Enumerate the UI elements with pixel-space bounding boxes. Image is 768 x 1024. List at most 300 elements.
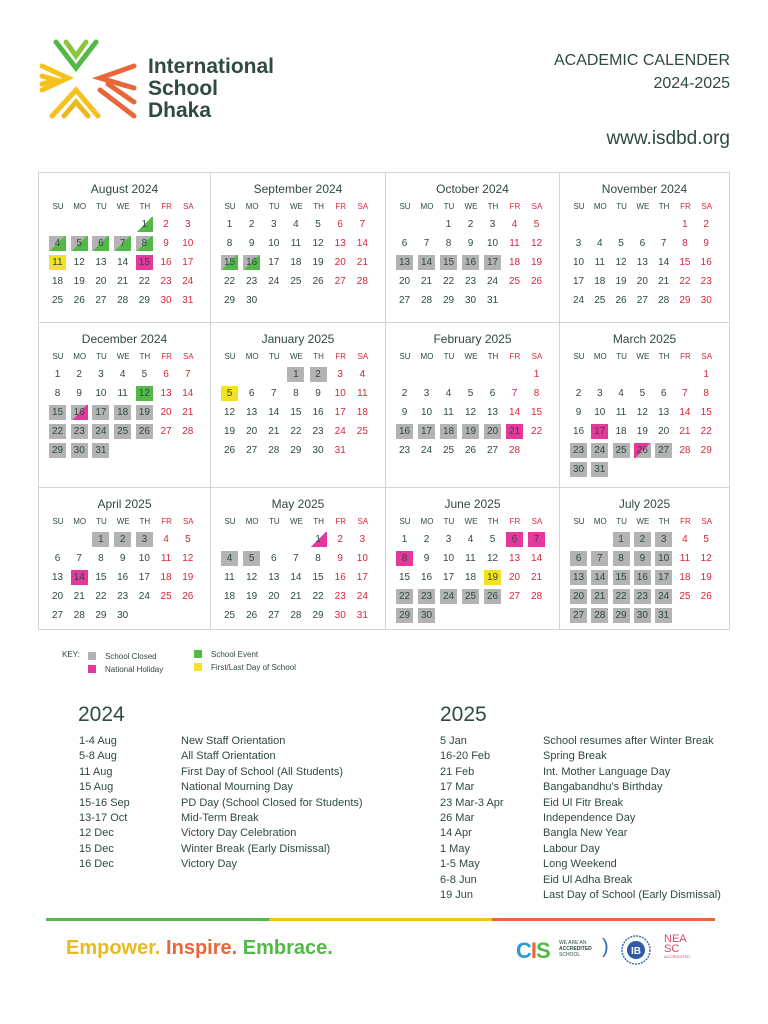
event-date: 12 Dec — [79, 827, 114, 840]
calendar-day: 2 — [114, 532, 131, 547]
weekday-label: TH — [658, 352, 670, 361]
calendar-day: 4 — [293, 219, 299, 230]
calendar-day: 12 — [530, 238, 543, 249]
weekday-label: SU — [224, 517, 236, 526]
calendar-day: 9 — [467, 238, 474, 249]
weekday-label: WE — [116, 202, 130, 211]
calendar-day: 29 — [223, 295, 236, 306]
calendar-day: 12 — [73, 257, 85, 268]
month-title: March 2025 — [612, 332, 677, 346]
neasc-line-1: NEA — [664, 933, 687, 945]
calendar-day: 14 — [530, 553, 543, 564]
calendar-day: 16 — [243, 255, 260, 270]
calendar-day: 5 — [243, 551, 260, 566]
calendar-day: 1 — [287, 367, 304, 382]
calendar-day: 6 — [248, 388, 255, 399]
calendar-day: 15 — [290, 407, 302, 418]
calendar-day: 15 — [613, 570, 630, 585]
calendar-day: 20 — [51, 591, 64, 602]
calendar-day: 28 — [117, 295, 129, 306]
cis-text-line-1: WE ARE AN — [559, 940, 587, 946]
month-title: November 2024 — [601, 182, 688, 196]
events-2025-title: 2025 — [440, 703, 487, 726]
calendar-day: 9 — [401, 407, 408, 418]
month-january-2025 — [211, 323, 386, 488]
calendar-day: 6 — [570, 551, 587, 566]
event-date: 13-17 Oct — [79, 812, 128, 824]
weekday-label: TU — [268, 517, 280, 526]
calendar-day: 29 — [396, 608, 413, 623]
weekday-label: TH — [487, 352, 499, 361]
calendar-day: 18 — [160, 572, 172, 583]
calendar-day: 30 — [117, 610, 129, 621]
calendar-day: 22 — [442, 276, 455, 287]
calendar-day: 15 — [700, 407, 712, 418]
calendar-day: 23 — [464, 276, 477, 287]
calendar-day: 19 — [73, 276, 85, 287]
weekday-label: TU — [616, 352, 627, 361]
weekday-label: MO — [420, 202, 434, 211]
weekday-label: TU — [268, 202, 280, 211]
calendar-day: 14 — [268, 407, 280, 418]
weekday-label: MO — [245, 202, 259, 211]
calendar-day: 13 — [334, 238, 346, 249]
calendar-day: 6 — [163, 369, 169, 380]
calendar-day: 25 — [51, 295, 64, 306]
calendar-day: 12 — [636, 407, 648, 418]
event-date: 16-20 Feb — [440, 750, 491, 763]
school-name-line-2: School — [148, 77, 219, 100]
calendar-day: 11 — [594, 257, 605, 268]
calendar-day: 24 — [440, 589, 457, 604]
calendar-day: 9 — [575, 407, 582, 418]
calendar-day: 29 — [679, 295, 691, 306]
calendar-day: 22 — [290, 426, 302, 437]
calendar-day: 22 — [312, 591, 324, 602]
weekday-label: FR — [161, 202, 172, 211]
calendar-day: 7 — [359, 219, 366, 230]
calendar-day: 17 — [484, 255, 501, 270]
calendar-day: 1 — [445, 219, 452, 230]
calendar-day: 5 — [639, 388, 646, 399]
event-date: 6-8 Jun — [440, 873, 477, 886]
calendar-day: 7 — [528, 532, 545, 547]
event-description: Eid Ul Fitr Break — [543, 796, 624, 809]
event-description: PD Day (School Closed for Students) — [181, 796, 363, 809]
weekday-label: WE — [464, 517, 478, 526]
event-description: School resumes after Winter Break — [543, 735, 714, 747]
calendar-day: 9 — [634, 551, 651, 566]
calendar-day: 27 — [508, 591, 521, 602]
weekday-label: FR — [680, 517, 691, 526]
calendar-day: 8 — [445, 238, 452, 249]
weekday-label: SU — [573, 352, 585, 361]
calendar-day: 28 — [658, 295, 670, 306]
calendar-day: 23 — [700, 276, 712, 287]
calendar-day: 24 — [356, 591, 368, 602]
month-august-2024 — [39, 173, 211, 323]
calendar-day: 28 — [679, 445, 691, 456]
calendar-day: 3 — [575, 238, 582, 249]
calendar-day: 9 — [315, 388, 321, 399]
calendar-day: 29 — [613, 608, 630, 623]
event-description: Last Day of School (Early Dismissal) — [543, 889, 721, 901]
website-link[interactable]: www.isdbd.org — [606, 128, 730, 149]
neasc-c: C — [671, 943, 680, 955]
calendar-day: 4 — [49, 236, 66, 251]
calendar-day: 24 — [138, 591, 150, 602]
weekday-label: SA — [531, 352, 543, 361]
calendar-day: 1 — [703, 369, 709, 380]
calendar-day: 20 — [160, 407, 172, 418]
calendar-day: 28 — [508, 445, 521, 456]
calendar-day: 17 — [418, 424, 435, 439]
calendar-day: 11 — [443, 407, 454, 418]
calendar-day: 6 — [506, 532, 523, 547]
event-date: 19 Jun — [440, 889, 474, 901]
weekday-label: SA — [701, 352, 713, 361]
calendar-day: 13 — [160, 388, 172, 399]
calendar-day: 27 — [334, 276, 346, 287]
calendar-day: 26 — [484, 589, 501, 604]
calendar-day: 12 — [136, 386, 153, 401]
calendar-day: 18 — [290, 257, 302, 268]
calendar-day: 17 — [182, 257, 194, 268]
calendar-day: 12 — [223, 407, 236, 418]
calendar-day: 16 — [462, 255, 479, 270]
calendar-day: 22 — [223, 276, 236, 287]
calendar-day: 26 — [464, 445, 477, 456]
calendar-day: 3 — [359, 534, 366, 545]
calendar-day: 3 — [655, 532, 672, 547]
calendar-day: 5 — [467, 388, 474, 399]
calendar-day: 17 — [334, 407, 346, 418]
footer-bar-orange — [492, 918, 715, 921]
calendar-day: 23 — [334, 591, 346, 602]
weekday-label: MO — [73, 352, 87, 361]
calendar-day: 29 — [138, 295, 150, 306]
ib-logo-icon — [620, 934, 652, 966]
event-date: 14 Apr — [440, 827, 472, 840]
calendar-day: 8 — [315, 553, 321, 564]
event-description: Independence Day — [543, 812, 636, 824]
calendar-day: 10 — [572, 257, 585, 268]
event-date: 21 Feb — [440, 765, 475, 778]
weekday-label: SU — [399, 517, 411, 526]
event-date: 15-16 Sep — [79, 796, 130, 809]
weekday-label: SA — [182, 202, 194, 211]
calendar-day: 8 — [136, 236, 153, 251]
event-swatch — [194, 650, 202, 658]
calendar-day: 31 — [356, 610, 368, 621]
calendar-day: 24 — [92, 424, 109, 439]
closed-swatch — [88, 652, 96, 660]
calendar-day: 4 — [445, 388, 452, 399]
calendar-day: 22 — [530, 426, 543, 437]
event-description: Mid-Term Break — [181, 812, 259, 824]
weekday-label: WE — [464, 352, 478, 361]
calendar-day: 7 — [271, 388, 277, 399]
calendar-day: 12 — [615, 257, 627, 268]
calendar-day: 23 — [312, 426, 324, 437]
weekday-label: TH — [139, 202, 151, 211]
calendar-day: 26 — [615, 295, 627, 306]
calendar-day: 30 — [312, 445, 324, 456]
event-description: Bangabandhu's Birthday — [543, 781, 663, 794]
calendar-day: 29 — [312, 610, 324, 621]
calendar-day: 13 — [246, 407, 258, 418]
weekday-label: FR — [509, 352, 521, 361]
calendar-day: 13 — [570, 570, 587, 585]
weekday-label: FR — [680, 202, 691, 211]
calendar-day: 27 — [51, 610, 64, 621]
neasc-accredited-text: ACCREDITED — [664, 954, 691, 959]
calendar-day: 23 — [246, 276, 258, 287]
calendar-day: 11 — [465, 553, 476, 564]
calendar-day: 8 — [533, 388, 540, 399]
month-february-2025 — [386, 323, 560, 488]
calendar-day: 15 — [440, 255, 457, 270]
calendar-day: 19 — [223, 426, 236, 437]
calendar-day: 2 — [163, 219, 169, 230]
calendar-day: 7 — [114, 236, 131, 251]
weekday-label: SU — [399, 352, 411, 361]
calendar-day: 27 — [486, 445, 499, 456]
weekday-label: SU — [52, 517, 64, 526]
weekday-label: WE — [289, 352, 303, 361]
calendar-day: 14 — [679, 407, 691, 418]
calendar-day: 29 — [700, 445, 712, 456]
weekday-label: WE — [116, 352, 130, 361]
calendar-day: 20 — [398, 276, 411, 287]
calendar-day: 23 — [570, 443, 587, 458]
month-october-2024 — [386, 173, 560, 323]
calendar-day: 14 — [182, 388, 194, 399]
calendar-day: 30 — [160, 295, 172, 306]
calendar-day: 13 — [486, 407, 499, 418]
calendar-day: 17 — [655, 570, 672, 585]
month-november-2024 — [560, 173, 729, 323]
calendar-day: 15 — [312, 572, 324, 583]
calendar-day: 7 — [682, 388, 688, 399]
calendar-day: 31 — [92, 443, 109, 458]
event-description: Long Weekend — [543, 858, 617, 871]
weekday-label: TH — [658, 202, 670, 211]
calendar-day: 25 — [613, 443, 630, 458]
calendar-day: 5 — [315, 219, 321, 230]
calendar-day: 28 — [73, 610, 85, 621]
calendar-day: 26 — [246, 610, 258, 621]
calendar-day: 26 — [73, 295, 85, 306]
calendar-day: 18 — [356, 407, 368, 418]
calendar-day: 19 — [246, 591, 258, 602]
calendar-day: 20 — [636, 276, 648, 287]
calendar-day: 29 — [49, 443, 66, 458]
event-description: First Day of School (All Students) — [181, 765, 344, 778]
calendar-day: 16 — [71, 405, 88, 420]
calendar-day: 5 — [141, 369, 148, 380]
calendar-day: 22 — [138, 276, 150, 287]
calendar-day: 5 — [703, 534, 709, 545]
school-name-line-3: Dhaka — [148, 99, 212, 122]
event-description: Eid Ul Adha Break — [543, 873, 633, 886]
weekday-label: TU — [443, 517, 455, 526]
tagline-inspire: Inspire. — [166, 937, 238, 959]
calendar-day: 4 — [682, 534, 688, 545]
calendar-day: 1 — [92, 532, 109, 547]
calendar-day: 11 — [357, 388, 368, 399]
calendar-day: 21 — [658, 276, 670, 287]
calendar-day: 23 — [117, 591, 129, 602]
calendar-day: 5 — [221, 386, 238, 401]
calendar-day: 9 — [423, 553, 430, 564]
calendar-day: 1 — [136, 217, 153, 232]
calendar-day: 17 — [92, 405, 109, 420]
month-title: June 2025 — [444, 497, 501, 511]
calendar-day: 28 — [591, 608, 608, 623]
event-description: Victory Day — [181, 858, 238, 871]
calendar-day: 5 — [533, 219, 540, 230]
weekday-label: SU — [52, 352, 64, 361]
month-title: September 2024 — [253, 182, 343, 196]
calendar-day: 18 — [594, 276, 606, 287]
calendar-day: 18 — [51, 276, 64, 287]
calendar-day: 14 — [356, 238, 368, 249]
key-closed-label: School Closed — [105, 652, 157, 661]
calendar-day: 18 — [615, 426, 627, 437]
weekday-label: SA — [701, 202, 713, 211]
calendar-day: 24 — [420, 445, 433, 456]
calendar-day: 4 — [467, 534, 474, 545]
calendar-day: 25 — [290, 276, 302, 287]
calendar-day: 10 — [182, 238, 194, 249]
calendar-day: 23 — [71, 424, 88, 439]
calendar-day: 21 — [117, 276, 129, 287]
calendar-day: 11 — [117, 388, 128, 399]
calendar-day: 2 — [248, 219, 255, 230]
cis-text-line-3: SCHOOL — [559, 952, 581, 958]
calendar-day: 3 — [337, 369, 343, 380]
calendar-day: 24 — [268, 276, 280, 287]
calendar-day: 11 — [679, 553, 691, 564]
calendar-day: 10 — [95, 388, 107, 399]
calendar-day: 1 — [310, 532, 327, 547]
month-title: October 2024 — [436, 182, 509, 196]
weekday-label: TU — [96, 517, 107, 526]
event-description: Bangla New Year — [543, 827, 628, 840]
weekday-label: MO — [420, 517, 434, 526]
calendar-day: 26 — [312, 276, 324, 287]
weekday-label: MO — [245, 517, 259, 526]
month-title: January 2025 — [261, 332, 335, 346]
calendar-day: 17 — [138, 572, 150, 583]
calendar-day: 2 — [76, 369, 82, 380]
calendar-day: 22 — [49, 424, 66, 439]
calendar-day: 19 — [312, 257, 324, 268]
calendar-day: 15 — [530, 407, 543, 418]
calendar-day: 13 — [636, 257, 648, 268]
calendar-day: 15 — [398, 572, 411, 583]
calendar-day: 30 — [464, 295, 477, 306]
academic-year: 2024-2025 — [653, 75, 730, 92]
weekday-label: SU — [573, 517, 585, 526]
calendar-day: 23 — [634, 589, 651, 604]
calendar-day: 23 — [398, 445, 411, 456]
calendar-day: 14 — [290, 572, 302, 583]
calendar-day: 19 — [530, 257, 543, 268]
calendar-day: 1 — [533, 369, 540, 380]
calendar-day: 18 — [223, 591, 236, 602]
calendar-day: 30 — [246, 295, 258, 306]
calendar-day: 6 — [337, 219, 343, 230]
event-description: Labour Day — [543, 842, 600, 855]
event-date: 23 Mar-3 Apr — [440, 796, 504, 809]
calendar-day: 21 — [420, 276, 433, 287]
calendar-day: 21 — [356, 257, 368, 268]
calendar-day: 26 — [700, 591, 712, 602]
event-description: Victory Day Celebration — [181, 827, 297, 840]
calendar-day: 25 — [679, 591, 691, 602]
svg-text:IB: IB — [631, 946, 641, 957]
calendar-day: 2 — [337, 534, 343, 545]
weekday-label: WE — [116, 517, 130, 526]
event-date: 1 May — [440, 842, 470, 855]
calendar-day: 22 — [396, 589, 413, 604]
weekday-label: SA — [357, 202, 369, 211]
calendar-day: 7 — [511, 388, 518, 399]
calendar-day: 12 — [486, 553, 499, 564]
weekday-label: TU — [96, 352, 107, 361]
month-title: February 2025 — [433, 332, 512, 346]
calendar-day: 25 — [442, 445, 455, 456]
calendar-day: 16 — [420, 572, 433, 583]
weekday-label: TU — [268, 352, 280, 361]
calendar-day: 3 — [185, 219, 191, 230]
calendar-day: 6 — [271, 553, 277, 564]
event-date: 1-4 Aug — [79, 735, 117, 747]
calendar-day: 26 — [182, 591, 194, 602]
cis-bracket-icon: ) — [602, 936, 609, 958]
calendar-day: 10 — [356, 553, 368, 564]
calendar-day: 6 — [92, 236, 109, 251]
calendar-day: 16 — [396, 424, 413, 439]
calendar-day: 10 — [486, 238, 499, 249]
calendar-day: 17 — [591, 424, 608, 439]
calendar-day: 9 — [248, 238, 255, 249]
event-date: 16 Dec — [79, 858, 114, 871]
calendar-day: 11 — [290, 238, 302, 249]
calendar-day: 29 — [95, 610, 107, 621]
calendar-day: 7 — [660, 238, 667, 249]
calendar-day: 27 — [160, 426, 172, 437]
weekday-label: TU — [616, 202, 627, 211]
weekday-label: TU — [443, 202, 455, 211]
calendar-day: 1 — [613, 532, 630, 547]
weekday-label: SA — [531, 202, 543, 211]
calendar-day: 8 — [682, 238, 688, 249]
calendar-day: 18 — [679, 572, 691, 583]
calendar-day: 9 — [76, 388, 82, 399]
neasc-logo — [664, 934, 690, 959]
weekday-label: SA — [701, 517, 713, 526]
calendar-day: 2 — [423, 534, 430, 545]
calendar-day: 4 — [597, 238, 603, 249]
calendar-day: 15 — [95, 572, 107, 583]
calendar-day: 14 — [658, 257, 670, 268]
weekday-label: MO — [593, 202, 607, 211]
calendar-day: 20 — [246, 426, 258, 437]
calendar-day: 8 — [98, 553, 104, 564]
